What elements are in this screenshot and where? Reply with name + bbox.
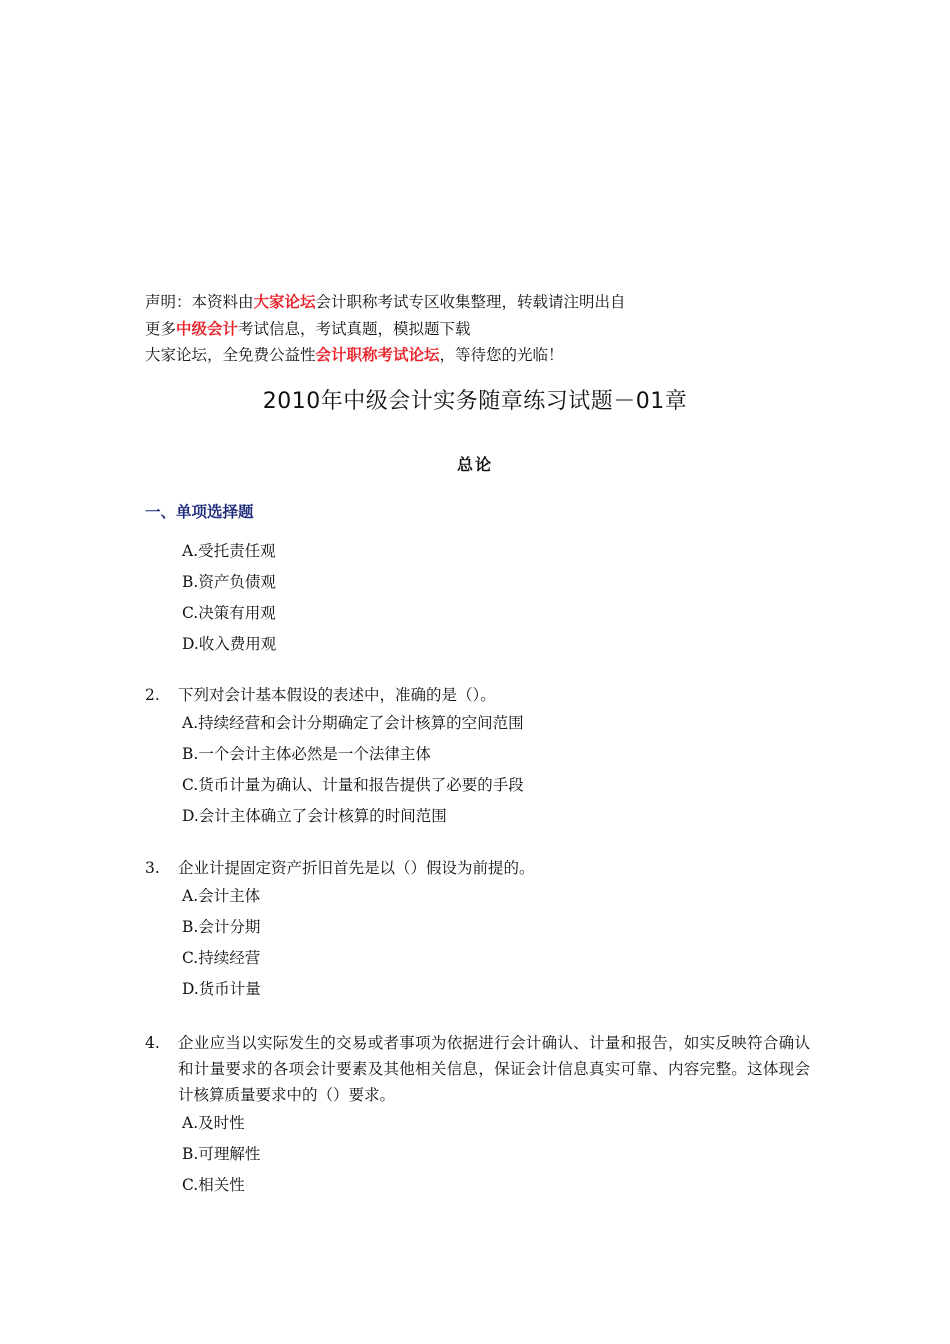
answer-option: C.持续经营 xyxy=(182,949,261,967)
section-heading: 一、单项选择题 xyxy=(145,502,254,521)
question-stem xyxy=(145,682,810,708)
answer-option: D.收入费用观 xyxy=(182,635,277,653)
question-text: 企业应当以实际发生的交易或者事项为依据进行会计确认、计量和报告，如实反映符合确认和计量要求的各项会计要素及其他相关信息，保证会计信息真实可靠、内容完整。这体现会计核算质量要求中的（）要求。 xyxy=(178,1034,810,1104)
notice-line-2 xyxy=(145,316,825,343)
notice-line-1 xyxy=(145,289,825,316)
notice-text: ，等待您的光临！ xyxy=(439,346,564,364)
notice-text: 考试信息，考试真题，模拟题下载 xyxy=(238,319,471,338)
answer-option: B.一个会计主体必然是一个法律主体 xyxy=(182,745,431,763)
document-title: 2010年中级会计实务随章练习试题－01章 xyxy=(262,389,688,414)
intermediate-accounting-link[interactable]: 中级会计 xyxy=(176,318,239,338)
answer-option: A.受托责任观 xyxy=(182,542,276,560)
forum-link[interactable]: 大家论坛 xyxy=(253,292,316,311)
answer-option: B.可理解性 xyxy=(182,1145,261,1163)
answer-option: D.会计主体确立了会计核算的时间范围 xyxy=(182,807,447,825)
notice-text: 大家论坛，全免费公益性 xyxy=(145,346,316,364)
answer-option: D.货币计量 xyxy=(182,980,261,998)
question-2 xyxy=(145,682,810,832)
answer-option: C.货币计量为确认、计量和报告提供了必要的手段 xyxy=(182,776,524,794)
answer-option: B.资产负债观 xyxy=(182,573,276,591)
notice-text: 会计职称考试专区收集整理，转载请注明出自 xyxy=(315,293,626,311)
answer-option: A.持续经营和会计分期确定了会计核算的空间范围 xyxy=(182,714,524,732)
question-4 xyxy=(145,1030,810,1201)
exam-forum-link[interactable]: 会计职称考试论坛 xyxy=(315,345,440,364)
question-stem xyxy=(145,855,810,881)
notice-line-3 xyxy=(145,342,825,369)
question-1 xyxy=(145,536,810,660)
answer-option: B.会计分期 xyxy=(182,918,261,936)
question-stem xyxy=(145,1030,810,1108)
question-number: 2. xyxy=(145,686,160,704)
notice-text: 声明：本资料由 xyxy=(145,293,254,311)
notice-text: 更多 xyxy=(145,319,177,338)
question-number: 3. xyxy=(145,859,160,877)
question-3 xyxy=(145,855,810,1005)
chapter-title: 总论 xyxy=(456,455,493,474)
question-text: 下列对会计基本假设的表述中，准确的是（）。 xyxy=(178,686,496,704)
answer-option: A.及时性 xyxy=(182,1114,245,1132)
answer-option: C.决策有用观 xyxy=(182,604,276,622)
question-text: 企业计提固定资产折旧首先是以（）假设为前提的。 xyxy=(178,859,535,877)
question-number: 4. xyxy=(145,1034,160,1052)
answer-option: C.相关性 xyxy=(182,1176,245,1194)
source-notice xyxy=(145,289,825,369)
answer-option: A.会计主体 xyxy=(182,887,261,905)
